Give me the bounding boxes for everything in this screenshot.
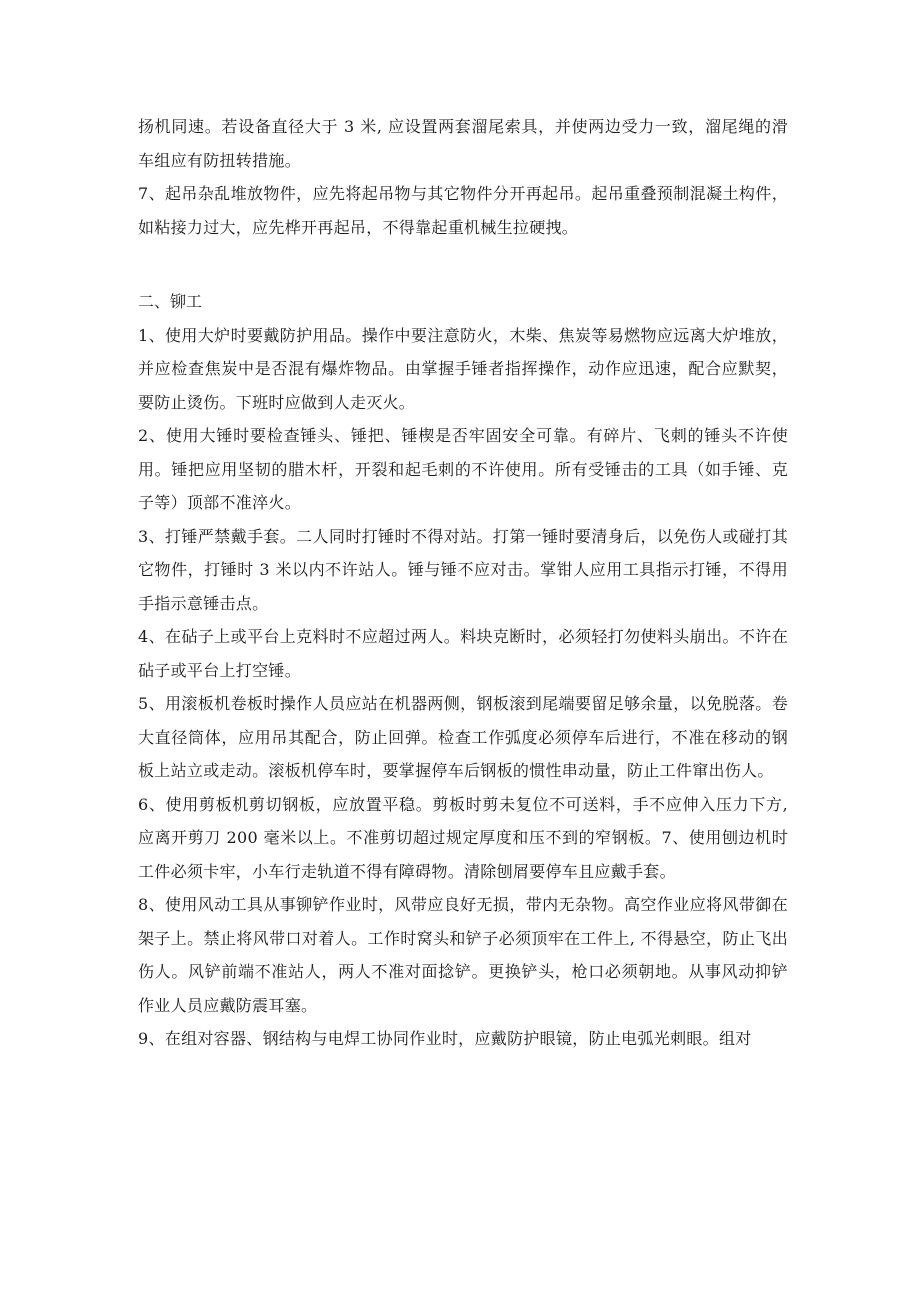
paragraph-item-4: 4、在砧子上或平台上克料时不应超过两人。料块克断时，必须轻打勿使料头崩出。不许在砧子或平台上打空锤。 [138, 627, 788, 680]
paragraph-item-7: 7、起吊杂乱堆放物件，应先将起吊物与其它物件分开再起吊。起吊重叠预制混凝土构件，如粘接力过大，应先桦开再起吊，不得靠起重机械生拉硬拽。 [138, 184, 788, 237]
section-title: 二、铆工 [138, 292, 203, 311]
paragraph-item-8: 8、使用风动工具从事铆铲作业时，风带应良好无损，带内无杂物。高空作业应将风带御在架子上。禁止将风带口对着人。工作时窝头和铲子必须顶牢在工件上, 不得悬空，防止飞出伤人。风铲前端不准站人，两人不准对面捻铲。更换铲头，枪口必须朝地。从事风动抑铲作业人员应戴防震耳塞。 [138, 895, 788, 1015]
paragraph-item-6: 6、使用剪板机剪切钢板，应放置平稳。剪板时剪未复位不可送料，手不应伸入压力下方, 应离开剪刀 200 毫米以上。不准剪切超过规定厚度和压不到的窄钢板。7、使用刨边机时工件必须卡牢，小车行走轨道不得有障碍物。清除刨屑要停车且应戴手套。 [138, 794, 788, 881]
document-page [138, 110, 788, 1056]
paragraph-item-2: 2、使用大锤时要检查锤头、锤把、锤楔是否牢固安全可靠。有碎片、飞刺的锤头不许使用。锤把应用坚韧的腊木杆，开裂和起毛刺的不许使用。所有受锤击的工具（如手锤、克子等）顶部不准淬火。 [138, 426, 788, 512]
paragraph-item-5: 5、用滚板机卷板时操作人员应站在机器两侧，钢板滚到尾端要留足够余量，以免脱落。卷大直径筒体，应用吊其配合，防止回弹。检查工作弧度必须停车后进行，不准在移动的钢板上站立或走动。滚板机停车时，要掌握停车后钢板的惯性串动量，防止工件窜出伤人。 [138, 694, 788, 780]
paragraph-item-9: 9、在组对容器、钢结构与电焊工协同作业时，应戴防护眼镜，防止电弧光刺眼。组对 [138, 1029, 752, 1048]
paragraph-continued: 扬机同速。若设备直径大于 3 米, 应设置两套溜尾索具，并使两边受力一致，溜尾绳的滑车组应有防扭转措施。 [138, 117, 788, 170]
paragraph-item-3: 3、打锤严禁戴手套。二人同时打锤时不得对站。打第一锤时要清身后，以免伤人或碰打其它物件，打锤时 3 米以内不许站人。锤与锤不应对击。掌钳人应用工具指示打锤，不得用手指示意锤击点。 [138, 526, 788, 613]
section-spacer [138, 244, 788, 285]
paragraph-item-1: 1、使用大炉时要戴防护用品。操作中要注意防火，木柴、焦炭等易燃物应远离大炉堆放，并应检查焦炭中是否混有爆炸物品。由掌握手锤者指挥操作，动作应迅速，配合应默契，要防止烫伤。下班时应做到人走灭火。 [138, 325, 788, 412]
